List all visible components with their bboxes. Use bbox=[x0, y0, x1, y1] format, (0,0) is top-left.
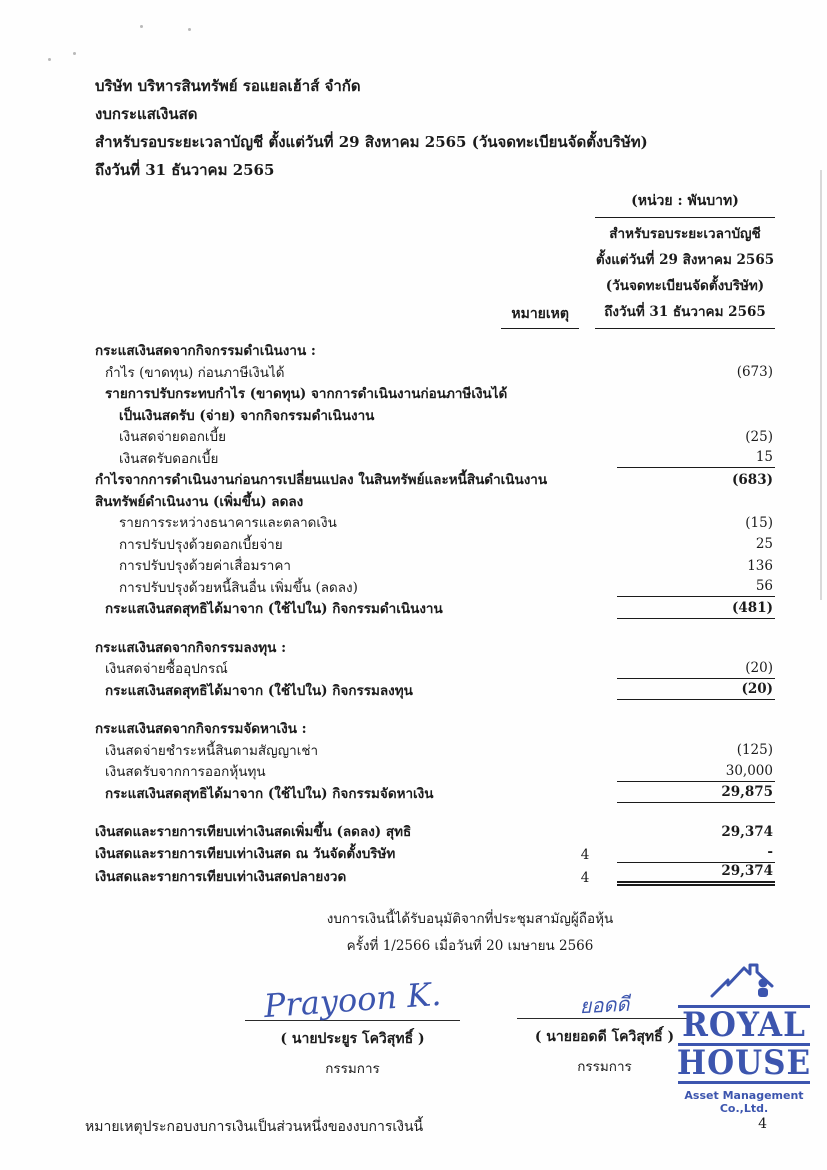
row-amount: (683) bbox=[732, 471, 773, 488]
page-footer bbox=[85, 1116, 767, 1138]
row-label: การปรับปรุงด้วยดอกเบี้ยจ่าย bbox=[119, 536, 283, 553]
row-amount: (481) bbox=[617, 600, 775, 619]
row-amount bbox=[617, 509, 775, 511]
row-amount: (20) bbox=[617, 681, 775, 700]
stamp-word-house: HOUSE bbox=[676, 1043, 812, 1083]
row-label: รายการระหว่างธนาคารและตลาดเงิน bbox=[119, 515, 337, 532]
row-amount: - bbox=[617, 844, 775, 863]
row-amount: (125) bbox=[736, 742, 773, 758]
row-label: กำไร (ขาดทุน) ก่อนภาษีเงินได้ bbox=[105, 364, 285, 381]
row-label: สินทรัพย์ดำเนินงาน (เพิ่มขึ้น) ลดลง bbox=[95, 493, 304, 510]
row-note-ref: 4 bbox=[580, 870, 590, 886]
row-label: เงินสดจ่ายซื้ออุปกรณ์ bbox=[105, 661, 228, 678]
scan-speck bbox=[48, 58, 51, 61]
period-header-line: (วันจดทะเบียนจัดตั้งบริษัท) bbox=[605, 278, 765, 294]
statement-row bbox=[95, 863, 775, 886]
period-header-line: สำหรับรอบระยะเวลาบัญชี bbox=[609, 226, 761, 242]
row-amount bbox=[617, 402, 775, 404]
statement-row bbox=[95, 533, 775, 555]
row-label: กำไรจากการดำเนินงานก่อนการเปลี่ยนแปลง ในสินทรัพย์และหนี้สินดำเนินงาน bbox=[95, 472, 548, 489]
row-label: การปรับปรุงด้วยหนี้สินอื่น เพิ่มขึ้น (ลดลง) bbox=[119, 579, 358, 596]
row-note-ref: 4 bbox=[580, 847, 590, 863]
row-label: กระแสเงินสดจากกิจกรรมจัดหาเงิน : bbox=[95, 721, 307, 738]
row-amount bbox=[617, 655, 775, 657]
statement-row bbox=[95, 361, 775, 383]
statement-row bbox=[95, 576, 775, 598]
statement-row bbox=[95, 842, 775, 864]
statement-row bbox=[95, 339, 775, 361]
row-label: กระแสเงินสดจากกิจกรรมดำเนินงาน : bbox=[95, 343, 316, 360]
note-column-header: หมายเหตุ bbox=[501, 303, 579, 329]
row-label: กระแสเงินสดสุทธิได้มาจาก (ใช้ไปใน) กิจกรรมดำเนินงาน bbox=[105, 601, 443, 618]
period-line-1: สำหรับรอบระยะเวลาบัญชี ตั้งแต่วันที่ 29 สิงหาคม 2565 (วันจดทะเบียนจัดตั้งบริษัท) bbox=[95, 133, 648, 151]
row-label: เป็นเงินสดรับ (จ่าย) จากกิจกรรมดำเนินงาน bbox=[119, 407, 375, 424]
signatory-name-left: ( นายประยูร โควิสุทธิ์ ) bbox=[280, 1031, 425, 1047]
period-header-line: ตั้งแต่วันที่ 29 สิงหาคม 2565 bbox=[595, 252, 775, 268]
footnote: หมายเหตุประกอบงบการเงินเป็นส่วนหนึ่งของงบการเงินนี้ bbox=[85, 1119, 424, 1135]
signatory-title-left: กรรมการ bbox=[325, 1061, 380, 1077]
signature-left bbox=[245, 974, 460, 1079]
row-amount: (15) bbox=[745, 514, 773, 531]
handwritten-signature-left: Prayoon K. bbox=[262, 974, 443, 1026]
statement-row bbox=[95, 404, 775, 426]
house-icon bbox=[702, 952, 786, 1000]
period-line-2: ถึงวันที่ 31 ธันวาคม 2565 bbox=[95, 161, 275, 179]
row-amount bbox=[617, 423, 775, 425]
row-amount: 29,875 bbox=[617, 784, 775, 803]
row-amount: 29,374 bbox=[617, 863, 775, 886]
period-header-line: ถึงวันที่ 31 ธันวาคม 2565 bbox=[604, 304, 766, 320]
statement-row bbox=[95, 425, 775, 447]
scan-speck bbox=[140, 25, 143, 28]
statement-row bbox=[95, 554, 775, 576]
statement-rows bbox=[95, 339, 775, 886]
statement-row bbox=[95, 511, 775, 533]
statement-row bbox=[95, 782, 775, 804]
page-number: 4 bbox=[758, 1116, 767, 1132]
row-label: เงินสดและรายการเทียบเท่าเงินสดเพิ่มขึ้น (ลดลง) สุทธิ bbox=[95, 824, 412, 841]
approval-line-1: งบการเงินนี้ได้รับอนุมัติจากที่ประชุมสามัญผู้ถือหุ้น bbox=[326, 911, 614, 927]
statement-row bbox=[95, 657, 775, 679]
row-label: เงินสดรับจากการออกหุ้นทุน bbox=[105, 764, 266, 781]
statement-row bbox=[95, 636, 775, 658]
row-label: กระแสเงินสดจากกิจกรรมลงทุน : bbox=[95, 639, 287, 656]
row-amount: 30,000 bbox=[617, 763, 775, 782]
row-amount: 29,374 bbox=[721, 823, 773, 840]
row-amount: 136 bbox=[747, 557, 773, 574]
column-headers bbox=[95, 190, 775, 329]
statement-title: งบกระแสเงินสด bbox=[95, 105, 198, 123]
scan-edge-streak bbox=[820, 170, 822, 600]
stamp-subtitle: Asset Management Co.,Ltd. bbox=[684, 1089, 804, 1115]
statement-row bbox=[95, 679, 775, 701]
company-name: บริษัท บริหารสินทรัพย์ รอแยลเฮ้าส์ จำกัด bbox=[95, 77, 361, 95]
row-amount: (673) bbox=[736, 364, 773, 380]
unit-label: (หน่วย : พันบาท) bbox=[631, 193, 739, 209]
statement-row bbox=[95, 717, 775, 739]
statement-row bbox=[95, 490, 775, 512]
row-label: กระแสเงินสดสุทธิได้มาจาก (ใช้ไปใน) กิจกรรมจัดหาเงิน bbox=[105, 785, 434, 802]
row-label: การปรับปรุงด้วยค่าเสื่อมราคา bbox=[119, 558, 291, 575]
period-column-header bbox=[595, 217, 775, 329]
statement-row bbox=[95, 447, 775, 469]
signatory-title-right: กรรมการ bbox=[577, 1059, 632, 1075]
stamp-word-royal: ROYAL bbox=[682, 1005, 806, 1045]
signatory-name-right: ( นายยอดดี โควิสุทธิ์ ) bbox=[534, 1029, 675, 1045]
row-amount: 15 bbox=[617, 449, 775, 468]
statement-row bbox=[95, 382, 775, 404]
row-label: เงินสดจ่ายดอกเบี้ย bbox=[119, 429, 226, 446]
row-amount: 25 bbox=[755, 536, 773, 552]
row-label: เงินสดจ่ายชำระหนี้สินตามสัญญาเช่า bbox=[105, 742, 319, 759]
signature-right bbox=[517, 990, 692, 1077]
row-label: เงินสดรับดอกเบี้ย bbox=[119, 450, 219, 467]
row-amount: (20) bbox=[617, 660, 775, 679]
statement-row bbox=[95, 597, 775, 619]
statement-row bbox=[95, 468, 775, 490]
row-label: เงินสดและรายการเทียบเท่าเงินสด ณ วันจัดตั้งบริษัท bbox=[95, 845, 396, 862]
row-amount bbox=[617, 359, 775, 361]
row-amount: 56 bbox=[617, 578, 775, 597]
row-label: กระแสเงินสดสุทธิได้มาจาก (ใช้ไปใน) กิจกรรมลงทุน bbox=[105, 682, 413, 699]
row-amount bbox=[617, 737, 775, 739]
row-label: เงินสดและรายการเทียบเท่าเงินสดปลายงวด bbox=[95, 868, 347, 885]
scan-speck bbox=[73, 52, 76, 55]
company-stamp bbox=[668, 952, 820, 1115]
statement-row bbox=[95, 760, 775, 782]
scan-speck bbox=[188, 28, 191, 31]
signature-area bbox=[95, 964, 812, 1139]
row-label: รายการปรับกระทบกำไร (ขาดทุน) จากการดำเนินงานก่อนภาษีเงินได้ bbox=[105, 386, 508, 403]
handwritten-signature-right: ยอดดี bbox=[579, 991, 630, 1019]
statement-row bbox=[95, 739, 775, 761]
row-amount: (25) bbox=[745, 428, 773, 445]
approval-line-2: ครั้งที่ 1/2566 เมื่อวันที่ 20 เมษายน 2566 bbox=[346, 938, 594, 954]
statement-row bbox=[95, 820, 775, 842]
